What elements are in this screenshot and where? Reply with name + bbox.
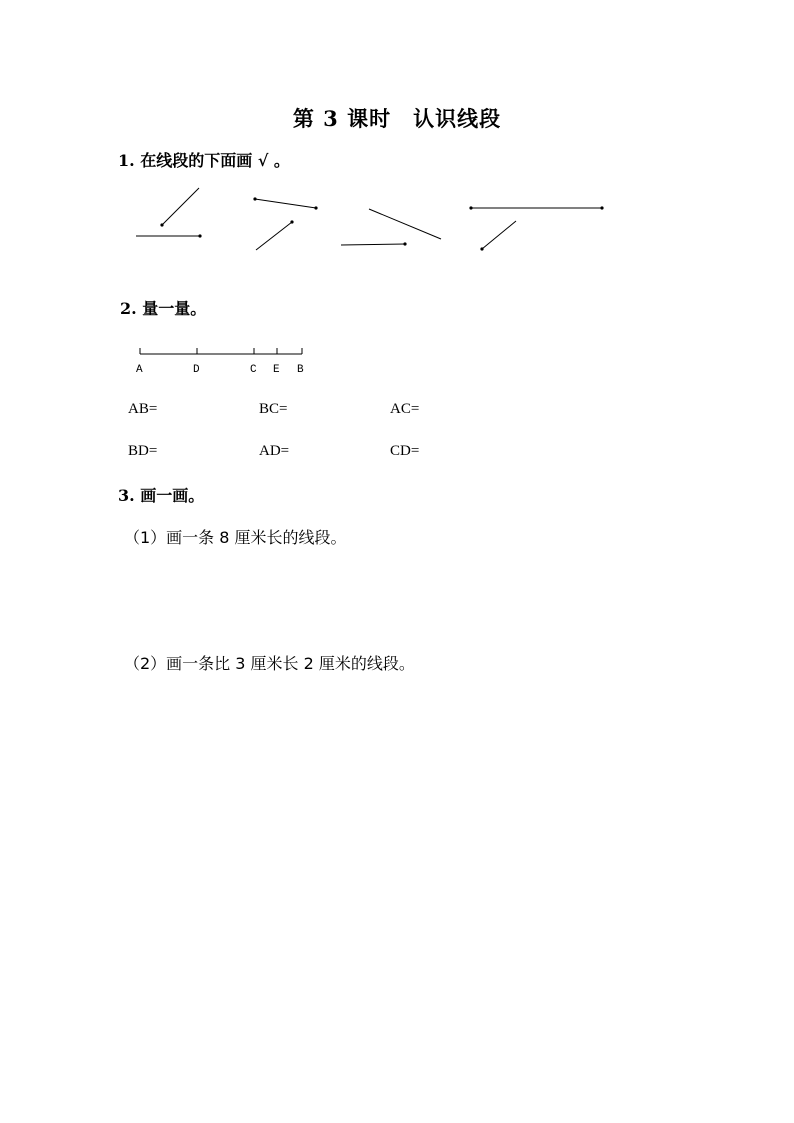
figure-2 (253, 197, 317, 250)
q1-figures (125, 180, 615, 260)
measure-ab: AB= (128, 401, 158, 417)
q3-item-2: （2）画一条比 3 厘米长 2 厘米的线段。 (124, 654, 415, 673)
measure-bc: BC= (259, 401, 288, 417)
measure-ruler (130, 340, 320, 380)
page-title: 第 3 课时 认识线段 (292, 106, 502, 131)
ruler-label-d: D (193, 364, 200, 376)
ruler-label-b: B (297, 364, 304, 376)
figure-4 (469, 206, 603, 250)
measure-cd: CD= (390, 443, 420, 459)
figure-3 (341, 209, 441, 246)
q3-item-1: （1）画一条 8 厘米长的线段。 (124, 528, 347, 547)
q3-heading: 3. 画一画。 (118, 486, 205, 505)
measure-bd: BD= (128, 443, 158, 459)
q2-heading: 2. 量一量。 (120, 299, 207, 318)
ruler-label-e: E (273, 364, 280, 376)
q1-heading: 1. 在线段的下面画 √ 。 (118, 151, 290, 170)
measure-ad: AD= (259, 443, 290, 459)
ruler-label-c: C (250, 364, 257, 376)
measure-ac: AC= (390, 401, 420, 417)
figure-1 (136, 188, 202, 238)
ruler-label-a: A (136, 364, 143, 376)
